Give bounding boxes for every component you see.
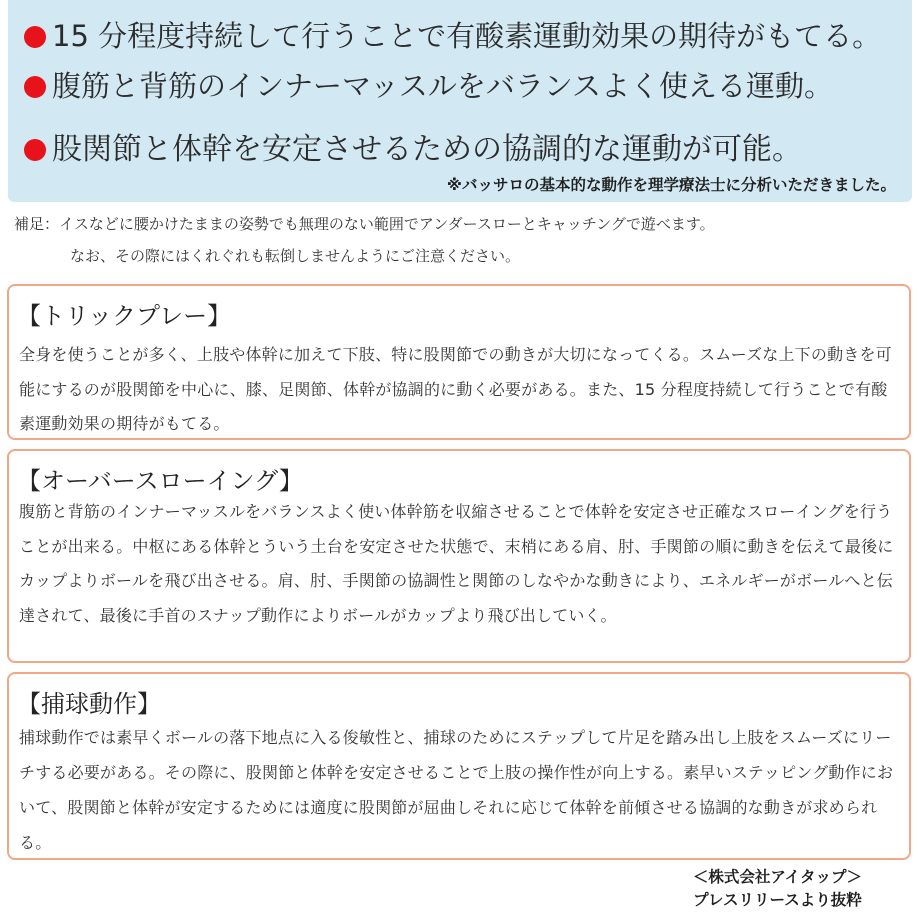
highlight-item [24,130,802,170]
credit-company: ＜株式会社アイタップ＞ [692,868,862,886]
section-body: 腹筋と背筋のインナーマッスルをバランスよく使い体幹筋を収縮させることで体幹を安定させ正確なスローイングを行うことが出来る。中枢にある体幹とういう土台を安定させた状態で、末梢にある肩、肘、手関節の順に動きを伝えて最後にカップよりボールを飛び出させる。肩、肘、手関節の協調性と関節のしなやかな動きにより、エネルギーがボールへと伝達されて、最後に手首のスナップ動作によりボールがカップより飛び出していく。 [19,502,894,625]
section-overthrowing [7,449,911,663]
red-bullet-icon [24,76,46,98]
analysis-note: ※バッサロの基本的な動作を理学療法士に分析いただきました。 [446,176,896,194]
highlight-text: 15 分程度持続して行うことで有酸素運動効果の期待がもてる。 [52,19,882,53]
supplement-text-1: イスなどに腰かけたままの姿勢でも無理のない範囲でアンダースローとキャッチングで遊べます。 [59,215,715,233]
section-heading: 【捕球動作】 [17,690,161,718]
highlights-panel [8,0,912,202]
section-heading: 【トリックプレー】 [17,302,232,330]
red-bullet-icon [24,139,46,161]
section-heading: 【オーバースローイング】 [17,467,303,495]
highlight-item [24,16,881,56]
supplement-label: 補足： [14,215,60,233]
section-trick-play [7,284,911,440]
highlight-text: 股関節と体幹を安定させるための協調的な運動が可能。 [52,132,802,167]
supplement-line-1 [14,208,914,240]
highlight-item [24,66,833,106]
section-body: 全身を使うことが多く、上肢や体幹に加えて下肢、特に股関節での動きが大切になってくる。スムーズな上下の動きを可能にするのが股関節を中心に、膝、足関節、体幹が協調的に動く必要がある。また、15 分程度持続して行うことで有酸素運動効果の期待がもてる。 [19,345,892,433]
supplement-line-2: なお、その際にはくれぐれも転倒しませんようにご注意ください。 [70,247,521,265]
credit-source: プレスリリースより抜粋 [693,891,862,909]
section-body: 捕球動作では素早くボールの落下地点に入る俊敏性と、捕球のためにステップして片足を踏み出し上肢をスムーズにリーチする必要がある。その際に、股関節と体幹を安定させることで上肢の操作性が向上する。素早いステッピング動作において、股関節と体幹が安定するためには適度に股関節が屈曲しそれに応じて体幹を前傾させる協調的な動きが求められる。 [19,728,894,852]
section-catching [7,672,911,860]
highlight-text: 腹筋と背筋のインナーマッスルをバランスよく使える運動。 [52,69,833,103]
red-bullet-icon [24,26,46,48]
supplement-note [14,208,914,272]
source-credit [693,866,862,912]
